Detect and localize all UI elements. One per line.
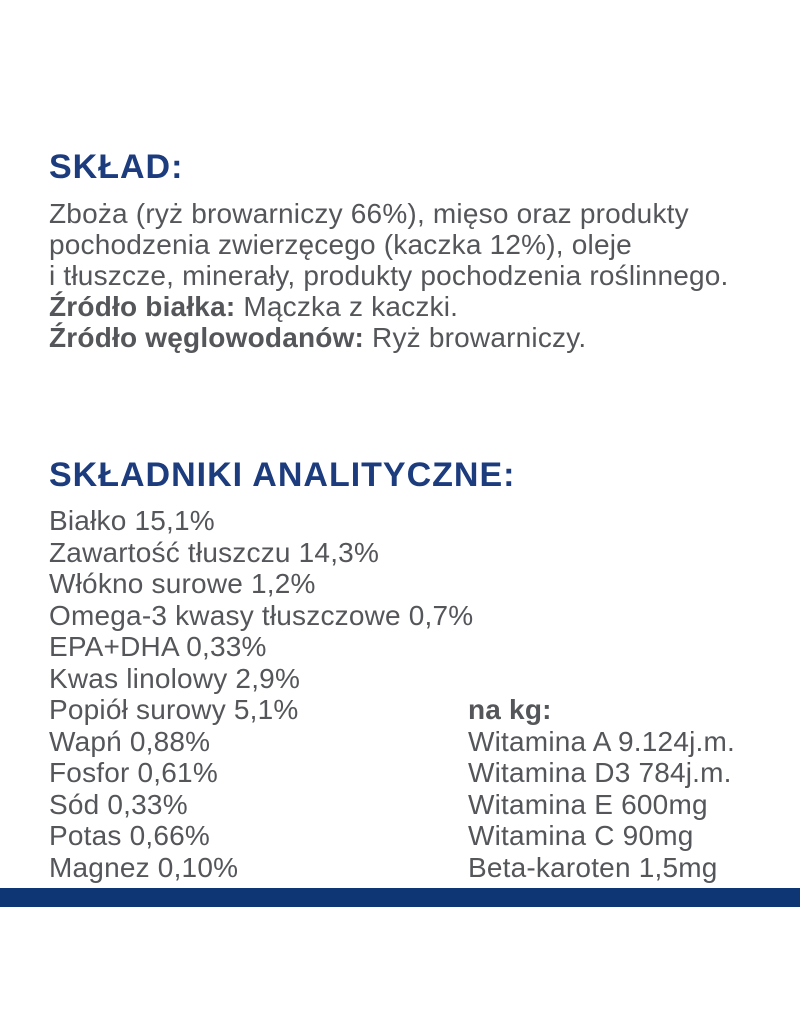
carb-source-label: Źródło węglowodanów: xyxy=(49,322,365,353)
bottom-divider-bar xyxy=(0,888,800,907)
composition-text xyxy=(49,198,789,353)
analytical-item: Fosfor 0,61% xyxy=(49,757,218,788)
carb-source-line xyxy=(49,322,789,353)
analytical-item: Zawartość tłuszczu 14,3% xyxy=(49,536,380,568)
analytical-item: EPA+DHA 0,33% xyxy=(49,631,267,662)
analytical-item: Wapń 0,88% xyxy=(49,725,211,757)
analytical-item: Włókno surowe 1,2% xyxy=(49,568,316,599)
analytical-item: Popiół surowy 5,1% xyxy=(49,694,299,725)
protein-source-value: Mączka z kaczki. xyxy=(235,291,459,322)
analytical-item: Potas 0,66% xyxy=(49,820,210,851)
composition-paragraph-line: Zboża (ryż browarniczy 66%), mięso oraz produkty xyxy=(49,198,689,229)
composition-heading: SKŁAD: xyxy=(49,148,184,186)
vitamin-item: Witamina E 600mg xyxy=(468,788,708,820)
vitamin-item: Witamina A 9.124j.m. xyxy=(468,725,736,757)
analytical-item: Omega-3 kwasy tłuszczowe 0,7% xyxy=(49,599,474,631)
analytical-item: Sód 0,33% xyxy=(49,788,188,820)
vitamin-item: Beta-karoten 1,5mg xyxy=(468,851,718,883)
vitamin-item: Witamina C 90mg xyxy=(468,820,694,851)
vitamin-list xyxy=(468,726,735,884)
analytical-right-column xyxy=(468,694,735,883)
protein-source-line xyxy=(49,291,789,322)
per-kg-header: na kg: xyxy=(468,694,552,725)
protein-source-label: Źródło białka: xyxy=(49,291,236,322)
analytical-item: Magnez 0,10% xyxy=(49,851,239,883)
analytical-left-column xyxy=(49,505,473,883)
analytical-heading: SKŁADNIKI ANALITYCZNE: xyxy=(49,456,516,494)
composition-paragraph xyxy=(49,198,789,291)
composition-paragraph-line: pochodzenia zwierzęcego (kaczka 12%), oleje xyxy=(49,229,632,260)
vitamin-item: Witamina D3 784j.m. xyxy=(468,757,732,788)
composition-paragraph-line: i tłuszcze, minerały, produkty pochodzenia roślinnego. xyxy=(49,260,729,291)
analytical-item: Białko 15,1% xyxy=(49,505,215,536)
carb-source-value: Ryż browarniczy. xyxy=(364,322,587,353)
analytical-item: Kwas linolowy 2,9% xyxy=(49,662,301,694)
